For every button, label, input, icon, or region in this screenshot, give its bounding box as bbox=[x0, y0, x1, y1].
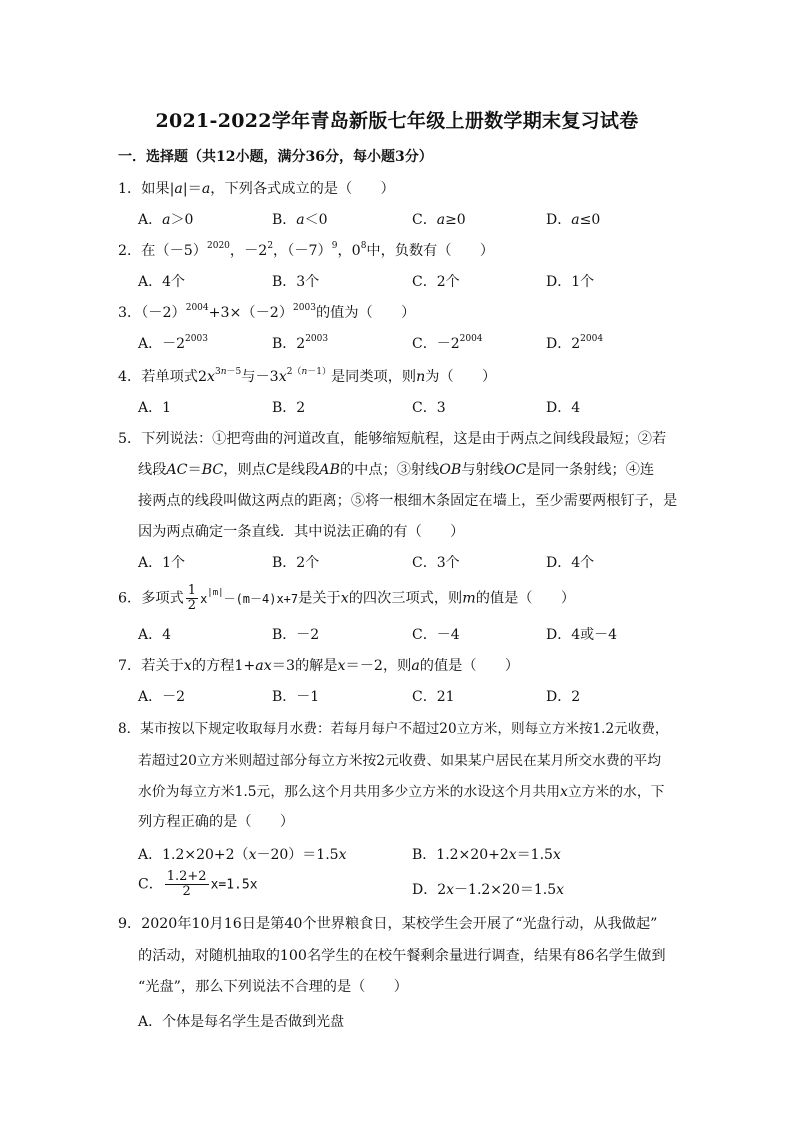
q2-option-c: C．2个 bbox=[412, 274, 460, 290]
question-9-line-3: “光盘”，那么下列说法不合理的是（ ） bbox=[138, 979, 408, 995]
q7-option-a: A．－2 bbox=[138, 689, 186, 705]
q6-fraction bbox=[186, 584, 198, 613]
q8-option-c-fraction bbox=[165, 870, 209, 899]
question-9-line-1: 9．2020年10月16日是第40个世界粮食日，某校学生会开展了“光盘行动，从我做起” bbox=[118, 916, 658, 932]
question-5-line-1: 5．下列说法：①把弯曲的河道改直，能够缩短航程，这是由于两点之间线段最短；②若 bbox=[118, 431, 667, 447]
page-title: 2021-2022学年青岛新版七年级上册数学期末复习试卷 bbox=[155, 110, 639, 132]
question-8-line-2: 若超过20立方米则超过部分每立方米按2元收费、如果某户居民在某月所交水费的平均 bbox=[138, 753, 662, 769]
q7-option-d: D．2 bbox=[546, 689, 581, 705]
q6-option-c: C．－4 bbox=[412, 627, 460, 643]
q8-option-c-denominator: 2 bbox=[182, 884, 191, 899]
q4-option-c: C．3 bbox=[412, 400, 446, 416]
question-1: 1．如果|a|＝a，下列各式成立的是（ ） bbox=[118, 181, 395, 197]
q2-option-a: A．4个 bbox=[138, 274, 186, 290]
q8-option-a: A．1.2×20+2（x－20）＝1.5x bbox=[138, 847, 347, 863]
q8-option-d: D．2x－1.2×20＝1.5x bbox=[412, 882, 565, 898]
q3-option-d: D．$2^{2004}$ bbox=[546, 334, 604, 352]
q5-option-c: C．3个 bbox=[412, 555, 460, 571]
q6-prefix: 6．多项式 bbox=[118, 590, 184, 607]
q6-option-b: B．－2 bbox=[272, 627, 320, 643]
question-9-line-2: 的活动，对随机抽取的100名学生的在校午餐剩余量进行调查，结果有86名学生做到 bbox=[138, 948, 666, 964]
question-5-line-2: 线段AC＝BC，则点C是线段AB的中点；③射线OB与射线OC是同一条射线；④连 bbox=[138, 462, 655, 478]
q4-option-d: D．4 bbox=[546, 400, 581, 416]
q8-option-c bbox=[138, 870, 258, 899]
q8-option-c-numerator: 1.2+2 bbox=[166, 869, 207, 884]
q5-option-d: D．4个 bbox=[546, 555, 595, 571]
q3-option-c: C．$-2^{2004}$ bbox=[412, 334, 483, 352]
question-2: 2．在$(-5)^{2020}$，$-2^2$，$(-7)^9$，$0^8$中，负数有（ ） bbox=[118, 241, 495, 259]
q7-option-b: B．－1 bbox=[272, 689, 320, 705]
q8-option-b: B．1.2×20+2x＝1.5x bbox=[412, 847, 561, 863]
q6-fraction-denominator: 2 bbox=[187, 598, 197, 613]
q9-option-a: A．个体是每名学生是否做到光盘 bbox=[138, 1014, 345, 1030]
q4-option-a: A．1 bbox=[138, 400, 172, 416]
q7-option-c: C．21 bbox=[412, 689, 455, 705]
q6-option-d: D．4或－4 bbox=[546, 627, 618, 643]
q6-option-a: A．4 bbox=[138, 627, 172, 643]
question-7: 7．若关于x的方程1+ax＝3的解是x＝－2，则a的值是（ ） bbox=[118, 658, 520, 674]
q1-option-c: C．a≥0 bbox=[412, 212, 466, 228]
question-6: 6．多项式 $\frac{1}{2}$ $x^{|m|}-(m-4)x+7$是关于x的四次三项式，则m的值是（ ） bbox=[118, 583, 576, 613]
q4-option-b: B．2 bbox=[272, 400, 306, 416]
question-8-line-3: 水价为每立方米1.5元，那么这个月共用多少立方米的水设这个月共用x立方米的水，下 bbox=[138, 784, 665, 800]
q1-option-a: A．a＞0 bbox=[138, 212, 194, 228]
question-4: 4．若单项式$2x^{3n-5}$与$-3x^{2(n-1)}$是同类项，则n为（ ） bbox=[118, 367, 497, 385]
q2-option-b: B．3个 bbox=[272, 274, 320, 290]
q6-fraction-numerator: 1 bbox=[187, 583, 197, 598]
q1-option-d: D．a≤0 bbox=[546, 212, 601, 228]
question-5-line-3: 接两点的线段叫做这两点的距离；⑤将一根细木条固定在墙上，至少需要两根钉子，是 bbox=[138, 493, 678, 509]
section-heading: 一．选择题（共12小题，满分36分，每小题3分） bbox=[118, 149, 433, 165]
q3-option-b: B．$2^{2003}$ bbox=[272, 334, 329, 352]
question-8-line-4: 列方程正确的是（ ） bbox=[138, 814, 295, 830]
q3-option-a: A．$-2^{2003}$ bbox=[138, 334, 208, 352]
q1-option-b: B．a＜0 bbox=[272, 212, 328, 228]
question-8-line-1: 8．某市按以下规定收取每月水费：若每月每户不超过20立方米，则每立方米按1.2元收费， bbox=[118, 721, 669, 737]
q5-option-b: B．2个 bbox=[272, 555, 320, 571]
q2-option-d: D．1个 bbox=[546, 274, 595, 290]
q8-option-c-label: C． bbox=[138, 876, 163, 893]
q5-option-a: A．1个 bbox=[138, 555, 186, 571]
question-3: 3．$(-2)^{2004}+3\times(-2)^{2003}$的值为（ ） bbox=[118, 303, 416, 321]
question-5-line-4: 因为两点确定一条直线．其中说法正确的有（ ） bbox=[138, 524, 465, 540]
q8-option-c-rest: x=1.5x bbox=[210, 877, 258, 893]
